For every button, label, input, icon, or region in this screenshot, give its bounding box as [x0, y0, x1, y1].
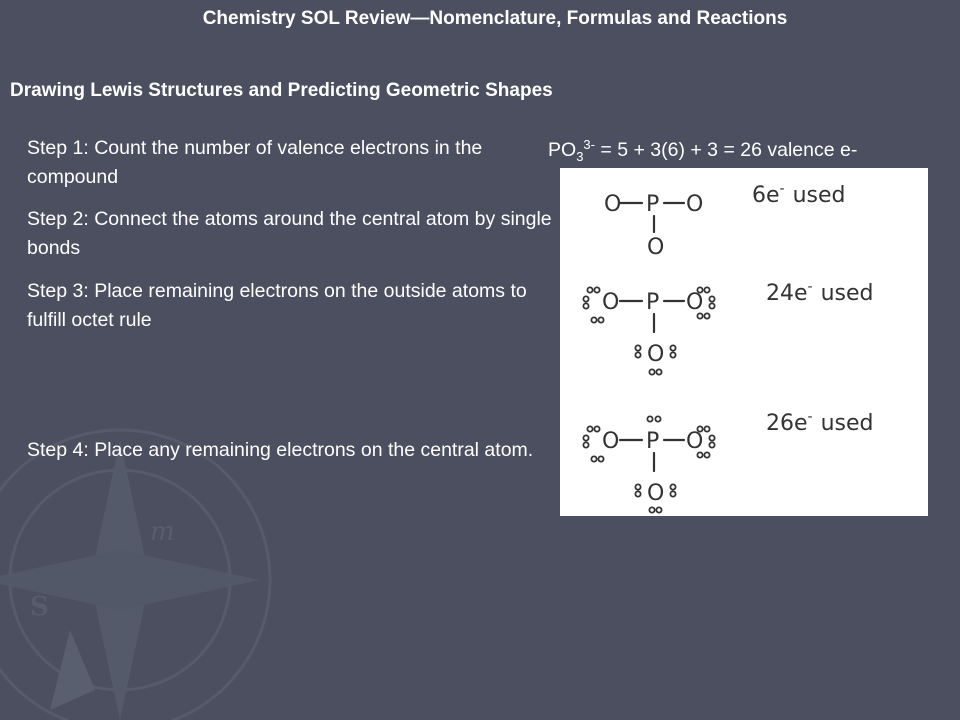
stage2-oxygen-right: O — [686, 290, 704, 315]
stage2-oxygen-bottom: O — [647, 342, 665, 367]
stage1-count: 6e — [752, 183, 780, 208]
formula-species: PO — [548, 139, 577, 161]
formula-charge: 3- — [583, 137, 595, 152]
background-compass-decoration — [0, 330, 360, 720]
stage2-sup: - — [807, 279, 813, 295]
svg-text:S: S — [30, 592, 49, 622]
stage2-word: used — [820, 281, 874, 306]
stage1-oxygen-left: O — [604, 192, 622, 217]
stage3-oxygen-left: O — [602, 429, 620, 454]
slide-title: Chemistry SOL Review—Nomenclature, Formulas and Reactions — [202, 8, 788, 29]
stage1-phosphorus: P — [646, 192, 660, 217]
electron-lone-pairs — [583, 287, 714, 512]
stage3-sup: - — [807, 409, 813, 425]
lewis-structure-diagram — [560, 168, 928, 516]
stage1-oxygen-right: O — [686, 192, 704, 217]
stage3-label — [766, 409, 874, 436]
stage1-word: used — [792, 183, 846, 208]
stage2-label — [766, 279, 874, 306]
stage3-count: 26e — [766, 411, 808, 436]
stage3-oxygen-right: O — [686, 429, 704, 454]
stage1-sup: - — [779, 181, 785, 197]
stage2-phosphorus: P — [646, 290, 660, 315]
step-3-text: Step 3: Place remaining electrons on the outside atoms to fulfill octet rule — [27, 280, 527, 331]
stage3-word: used — [820, 411, 874, 436]
step-2-text: Step 2: Connect the atoms around the central atom by single bonds — [27, 208, 552, 259]
stage3-phosphorus: P — [646, 429, 660, 454]
stage2-count: 24e — [766, 281, 808, 306]
stage2-oxygen-left: O — [602, 290, 620, 315]
formula-subscript: 3 — [576, 149, 584, 164]
step-4-text: Step 4: Place any remaining electrons on the central atom. — [27, 439, 534, 461]
slide-subtitle: Drawing Lewis Structures and Predicting Geometric Shapes — [10, 80, 553, 101]
formula-equation: = 5 + 3(6) + 3 = 26 valence e- — [594, 139, 858, 161]
stage3-oxygen-bottom: O — [647, 481, 665, 506]
stage1-label — [752, 181, 846, 208]
valence-electron-formula — [548, 137, 857, 164]
stage1-oxygen-bottom: O — [647, 235, 665, 260]
step-1-text: Step 1: Count the number of valence electrons in the compound — [27, 137, 483, 188]
svg-text:m: m — [150, 517, 175, 547]
